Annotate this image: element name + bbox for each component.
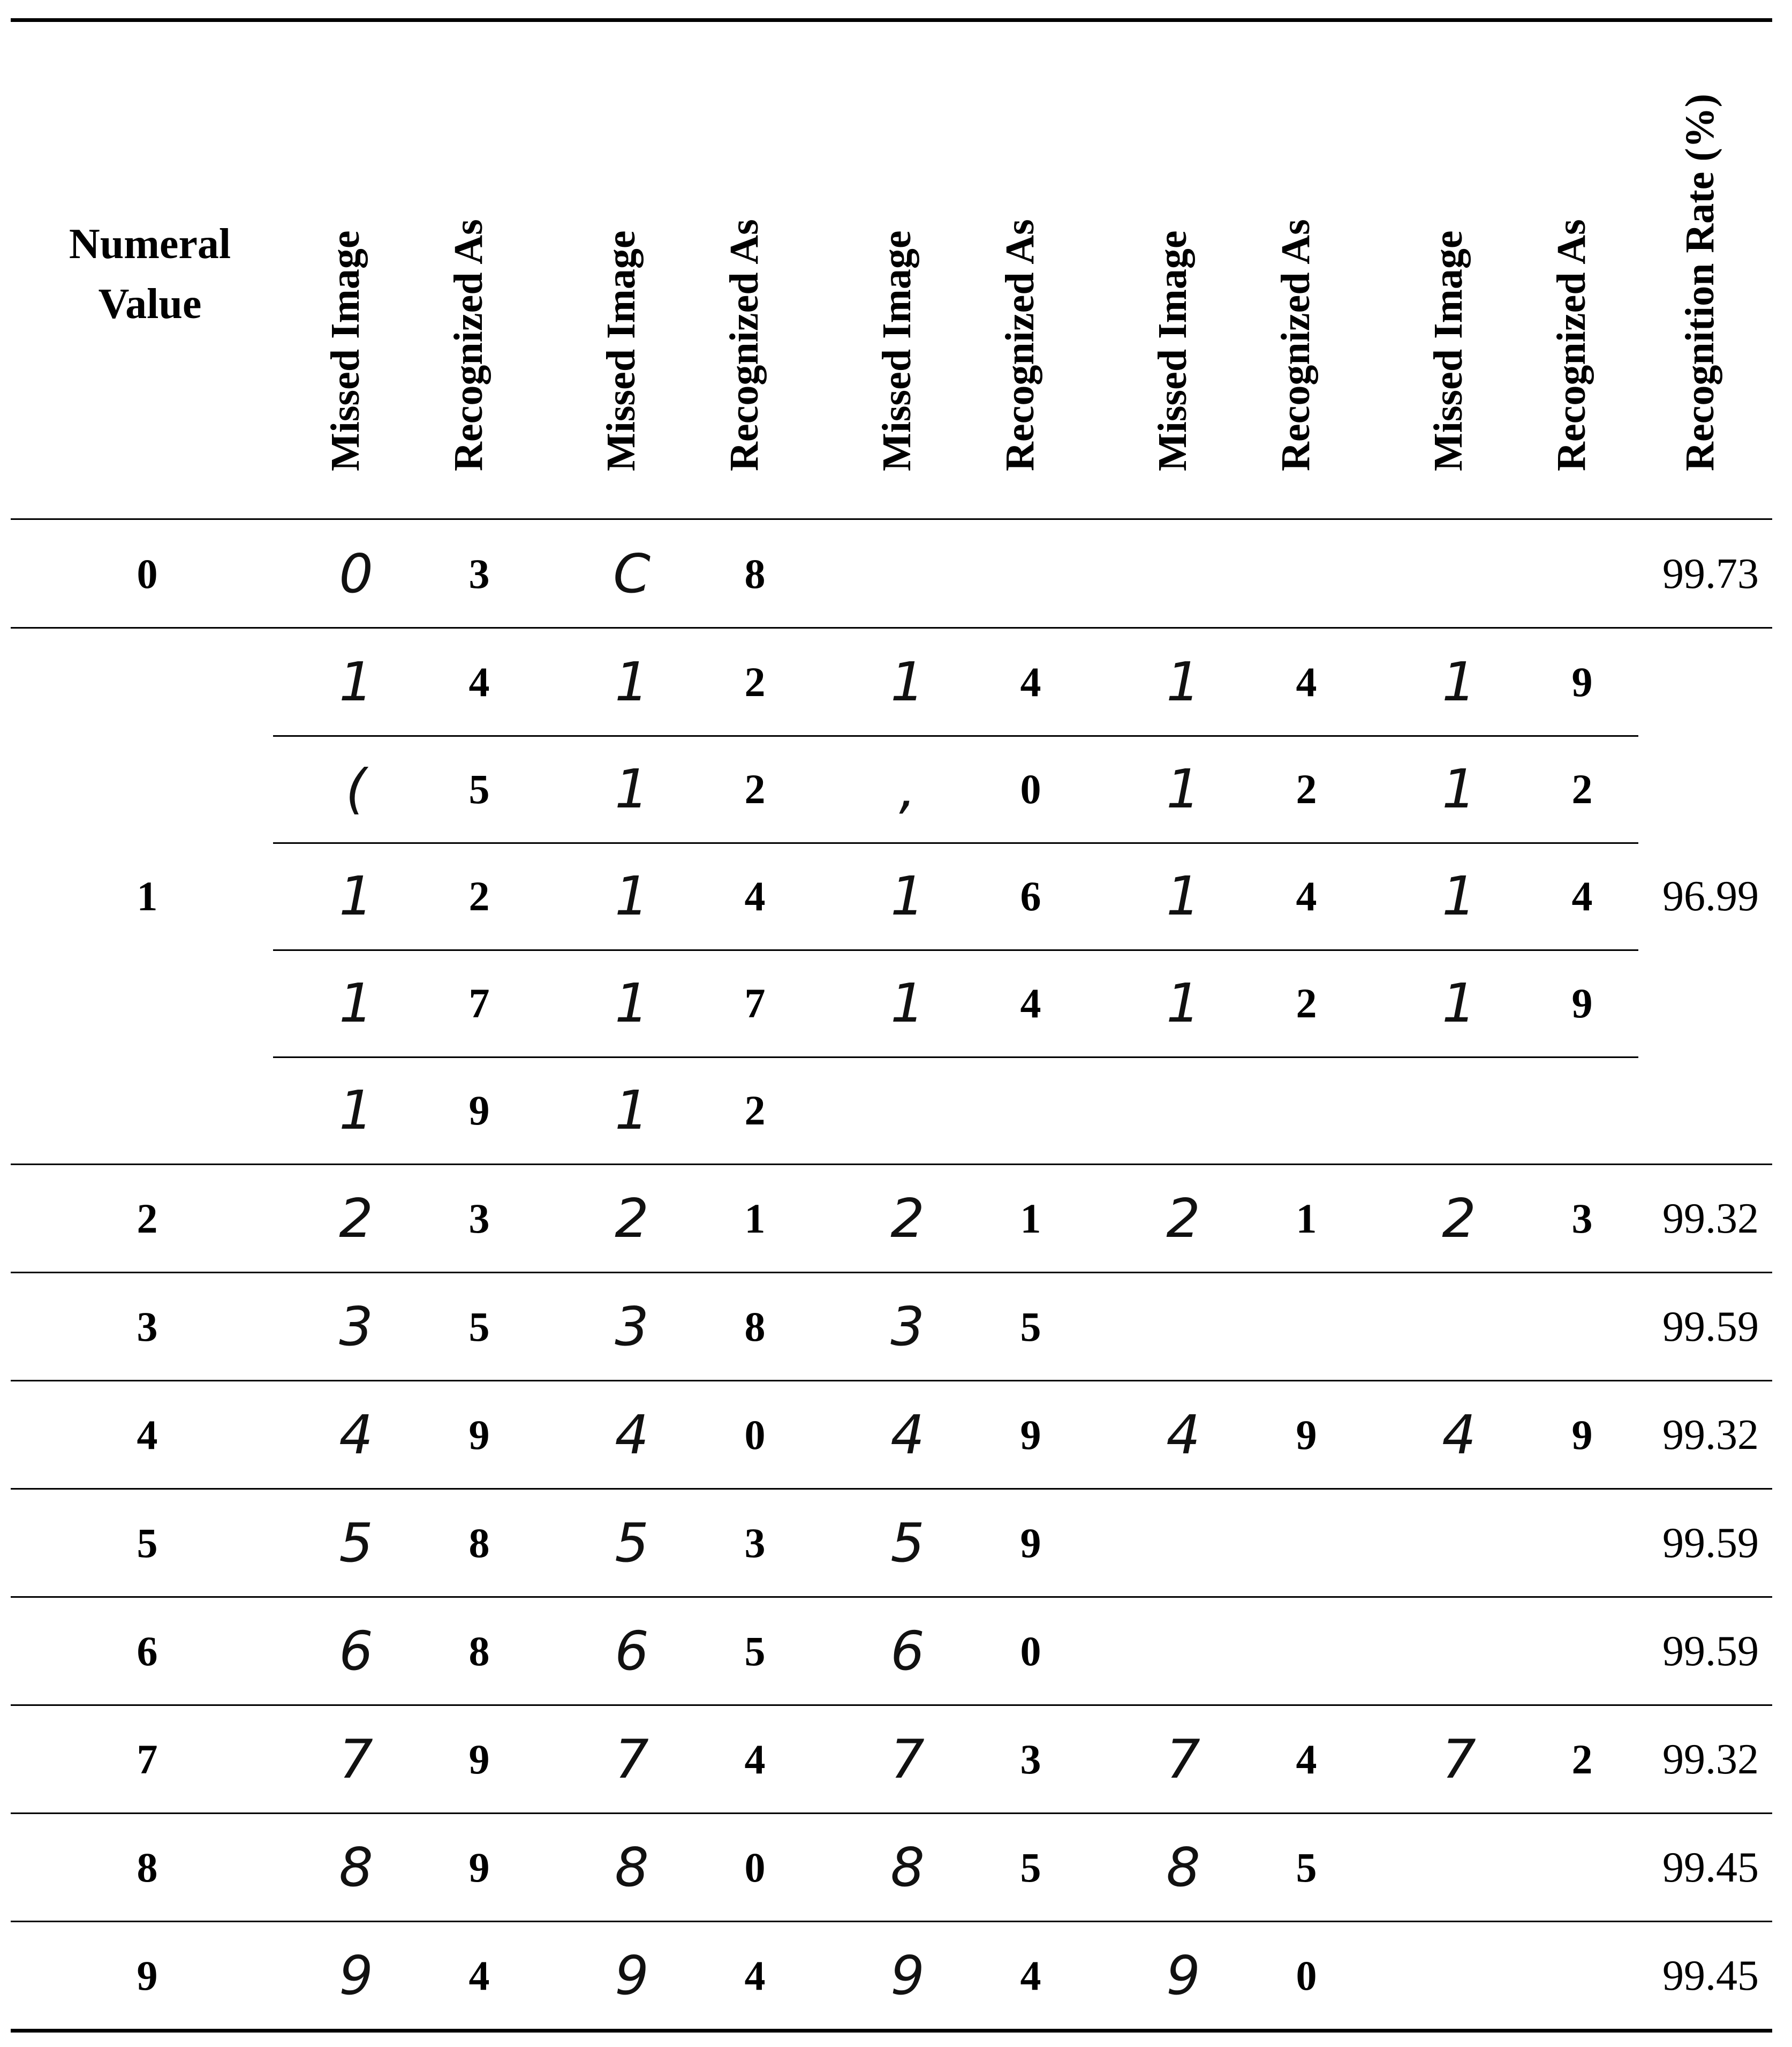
recognition-rate-header	[1633, 16, 1767, 519]
numeral-value: 2	[137, 1195, 158, 1242]
recognized-as-value: 2	[744, 1087, 766, 1134]
missed-image: 7	[1442, 1728, 1476, 1791]
missed-image: 1	[615, 865, 649, 927]
numeral-value: 8	[137, 1844, 158, 1891]
missed-image: 1	[615, 1079, 649, 1142]
recognized-as-value: 2	[1571, 766, 1593, 812]
numeral-value-header-line1: Numeral	[69, 221, 231, 268]
missed-image: 1	[1442, 865, 1476, 927]
missed-image: 7	[339, 1728, 373, 1791]
recognized-as-value: 5	[468, 1303, 490, 1350]
missed-image: 7	[615, 1728, 649, 1791]
missed-image: 4	[339, 1403, 373, 1466]
recognized-as-value: 9	[1296, 1411, 1317, 1458]
recognition-rate: 99.73	[1662, 550, 1759, 598]
recognized-as-value: 5	[1296, 1844, 1317, 1891]
missed-image: 4	[615, 1403, 649, 1466]
recognized-as-value: 5	[468, 766, 490, 812]
recognition-rate: 99.59	[1662, 1628, 1759, 1675]
missed-image: 1	[1166, 651, 1200, 713]
missed-image: 3	[339, 1295, 373, 1358]
recognized-as-value: 2	[744, 766, 766, 812]
missed-image-header-2-label: Missed Image	[599, 230, 644, 471]
missed-image: 2	[890, 1187, 925, 1250]
numeral-value: 9	[137, 1952, 158, 1999]
missed-image: 1	[615, 758, 649, 820]
recognized-as-value: 9	[1571, 980, 1593, 1026]
missed-image: 8	[1166, 1836, 1200, 1899]
recognized-as-value: 4	[1571, 873, 1593, 919]
missed-image: 9	[339, 1944, 373, 2007]
header-rule	[11, 518, 1772, 520]
recognition-rate: 96.99	[1662, 873, 1759, 920]
missed-image: 4	[890, 1403, 925, 1466]
recognized-as-value: 4	[1020, 1952, 1041, 1999]
missed-image: 6	[890, 1620, 925, 1682]
recognized-as-value: 4	[744, 1736, 766, 1782]
numeral-value: 4	[137, 1411, 158, 1458]
recognized-as-value: 7	[744, 980, 766, 1026]
missed-image: (	[345, 758, 367, 820]
recognized-as-value: 3	[744, 1520, 766, 1566]
missed-image: 1	[615, 972, 649, 1034]
missed-image: 2	[1166, 1187, 1200, 1250]
bottom-rule	[11, 2029, 1772, 2033]
recognition-rate: 99.32	[1662, 1411, 1759, 1459]
missed-image: 8	[615, 1836, 649, 1899]
recognized-as-header-3	[953, 16, 1087, 519]
missed-image: 6	[339, 1620, 373, 1682]
recognized-as-value: 1	[1020, 1195, 1041, 1242]
missed-image: 2	[615, 1187, 649, 1250]
recognition-rate: 99.59	[1662, 1520, 1759, 1567]
recognized-as-header-2-label: Recognized As	[722, 219, 767, 471]
recognized-as-value: 9	[468, 1736, 490, 1782]
recognition-rate: 99.45	[1662, 1952, 1759, 1999]
missed-image-header-4	[1106, 16, 1239, 519]
recognized-as-value: 9	[1571, 659, 1593, 705]
recognized-as-value: 3	[1020, 1736, 1041, 1782]
numeral-value-header	[11, 214, 289, 334]
missed-image: 1	[339, 651, 373, 713]
missed-image: 8	[339, 1836, 373, 1899]
recognized-as-header-3-label: Recognized As	[997, 219, 1042, 471]
missed-image: 1	[339, 972, 373, 1034]
recognized-as-value: 5	[744, 1628, 766, 1674]
numeral-value: 7	[137, 1736, 158, 1782]
missed-image: 1	[1166, 972, 1200, 1034]
missed-image: 1	[890, 865, 925, 927]
missed-image: 9	[1166, 1944, 1200, 2007]
missed-image: 5	[339, 1512, 373, 1574]
missed-image: 5	[890, 1512, 925, 1574]
recognized-as-value: 0	[1020, 1628, 1041, 1674]
recognized-as-value: 2	[1296, 766, 1317, 812]
missed-image-header-4-label: Missed Image	[1150, 230, 1195, 471]
recognized-as-header-4	[1229, 16, 1363, 519]
missed-image: 1	[1166, 865, 1200, 927]
missed-image: ,	[899, 758, 916, 820]
recognized-as-value: 4	[468, 1952, 490, 1999]
recognized-as-value: 2	[1571, 1736, 1593, 1782]
missed-image: 4	[1166, 1403, 1200, 1466]
missed-image: 2	[1442, 1187, 1476, 1250]
numeral-value: 1	[137, 873, 158, 919]
missed-image: 6	[615, 1620, 649, 1682]
missed-image: 1	[1166, 758, 1200, 820]
missed-image: 9	[615, 1944, 649, 2007]
missed-image: 1	[890, 972, 925, 1034]
missed-image-header-1	[278, 16, 412, 519]
recognized-as-value: 0	[1020, 766, 1041, 812]
missed-image: 1	[1442, 651, 1476, 713]
recognized-as-value: 3	[468, 1195, 490, 1242]
missed-image: C	[613, 542, 651, 605]
recognized-as-value: 9	[1020, 1520, 1041, 1566]
recognized-as-value: 2	[468, 873, 490, 919]
recognized-as-value: 8	[468, 1628, 490, 1674]
recognized-as-value: 9	[468, 1087, 490, 1134]
missed-image: 7	[1166, 1728, 1200, 1791]
recognized-as-value: 4	[1296, 659, 1317, 705]
recognized-as-value: 0	[744, 1844, 766, 1891]
recognition-rate: 99.32	[1662, 1736, 1759, 1783]
recognized-as-value: 9	[468, 1844, 490, 1891]
numeral-value: 0	[137, 550, 158, 597]
recognized-as-value: 8	[744, 550, 766, 597]
recognized-as-value: 3	[1571, 1195, 1593, 1242]
recognized-as-value: 4	[1296, 873, 1317, 919]
recognized-as-header-1-label: Recognized As	[446, 219, 491, 471]
recognized-as-value: 9	[468, 1411, 490, 1458]
missed-image: 1	[890, 651, 925, 713]
recognized-as-value: 4	[468, 659, 490, 705]
recognized-as-value: 9	[1571, 1411, 1593, 1458]
numeral-value: 6	[137, 1628, 158, 1674]
recognition-rate: 99.32	[1662, 1195, 1759, 1242]
recognized-as-value: 8	[744, 1303, 766, 1350]
recognized-as-value: 6	[1020, 873, 1041, 919]
missed-image: 8	[890, 1836, 925, 1899]
recognized-as-value: 4	[1020, 659, 1041, 705]
missed-image-header-1-label: Missed Image	[323, 230, 368, 471]
recognized-as-value: 0	[1296, 1952, 1317, 1999]
missed-image: 3	[890, 1295, 925, 1358]
recognized-as-value: 8	[468, 1520, 490, 1566]
recognized-as-value: 0	[744, 1411, 766, 1458]
missed-image: 1	[1442, 972, 1476, 1034]
missed-image-header-2	[554, 16, 688, 519]
recognized-as-value: 7	[468, 980, 490, 1026]
missed-image: 7	[890, 1728, 925, 1791]
recognized-as-value: 4	[1020, 980, 1041, 1026]
missed-image: 4	[1442, 1403, 1476, 1466]
recognized-as-value: 9	[1020, 1411, 1041, 1458]
missed-image: 1	[615, 651, 649, 713]
recognized-as-value: 4	[744, 1952, 766, 1999]
recognized-as-value: 1	[1296, 1195, 1317, 1242]
recognized-as-value: 2	[1296, 980, 1317, 1026]
recognition-rate-header-label: Recognition Rate (%)	[1677, 94, 1722, 471]
recognized-as-value: 5	[1020, 1303, 1041, 1350]
numeral-value: 3	[137, 1303, 158, 1350]
missed-image-header-3	[830, 16, 964, 519]
recognized-as-value: 4	[744, 873, 766, 919]
missed-image: 2	[339, 1187, 373, 1250]
results-table	[11, 0, 1772, 2047]
recognition-rate: 99.59	[1662, 1303, 1759, 1350]
missed-image-header-5	[1381, 16, 1515, 519]
recognized-as-value: 4	[1296, 1736, 1317, 1782]
numeral-value: 5	[137, 1520, 158, 1566]
recognized-as-value: 1	[744, 1195, 766, 1242]
recognized-as-header-2	[677, 16, 811, 519]
recognized-as-value: 3	[468, 550, 490, 597]
numeral-value-header-line2: Value	[98, 281, 202, 328]
missed-image: 5	[615, 1512, 649, 1574]
recognized-as-header-4-label: Recognized As	[1273, 219, 1318, 471]
recognized-as-value: 2	[744, 659, 766, 705]
missed-image: 3	[615, 1295, 649, 1358]
missed-image: 9	[890, 1944, 925, 2007]
recognized-as-header-5	[1504, 16, 1638, 519]
missed-image-header-3-label: Missed Image	[874, 230, 919, 471]
missed-image: 1	[339, 865, 373, 927]
recognized-as-value: 5	[1020, 1844, 1041, 1891]
recognized-as-header-1	[402, 16, 535, 519]
missed-image-header-5-label: Missed Image	[1426, 230, 1471, 471]
missed-image: 1	[339, 1079, 373, 1142]
recognized-as-header-5-label: Recognized As	[1549, 219, 1594, 471]
missed-image: 0	[339, 542, 373, 605]
missed-image: 1	[1442, 758, 1476, 820]
recognition-rate: 99.45	[1662, 1844, 1759, 1891]
